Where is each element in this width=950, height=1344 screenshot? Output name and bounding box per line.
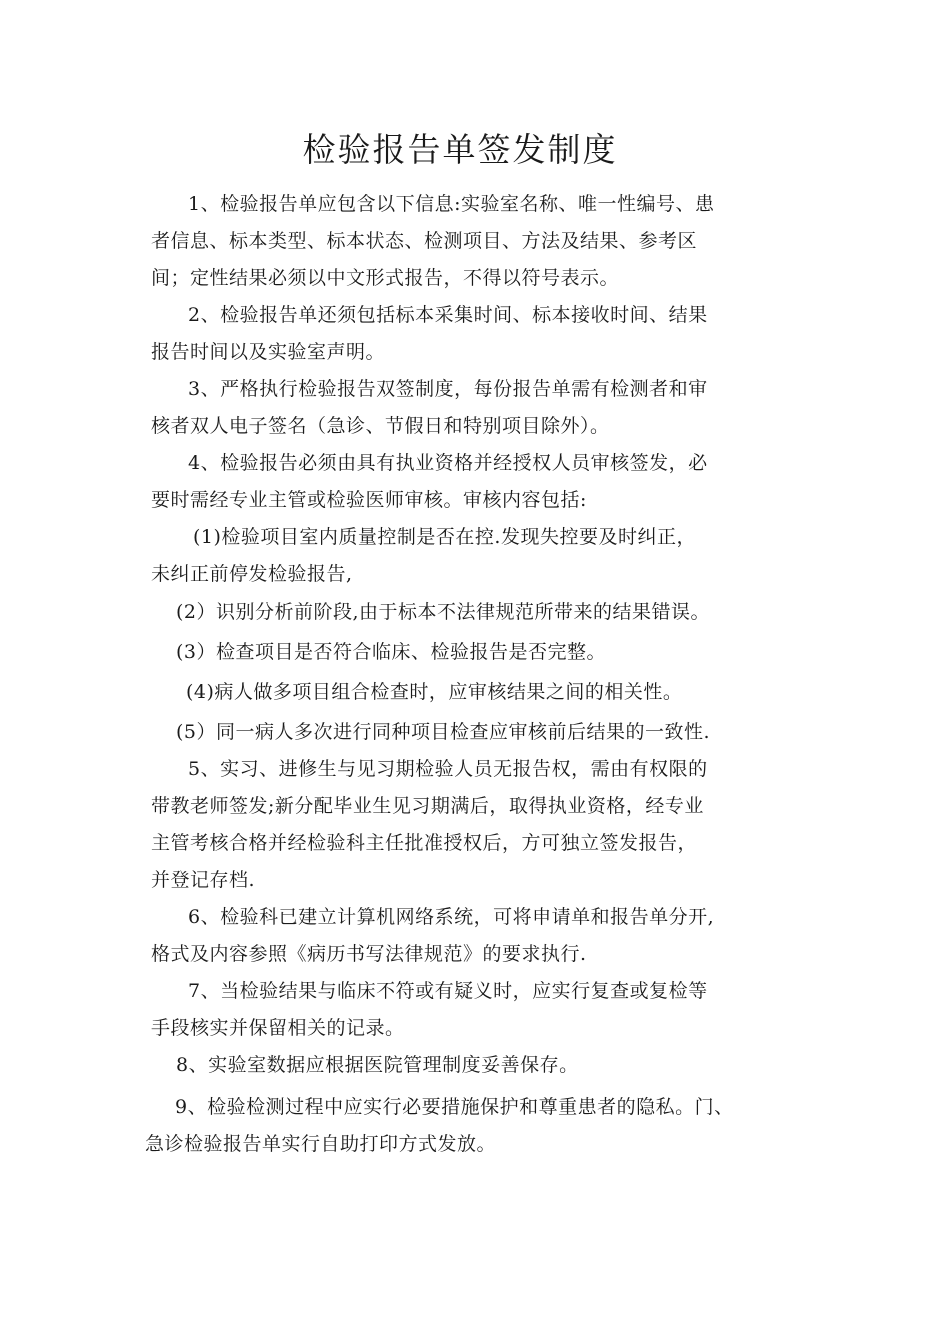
paragraph-1	[151, 186, 715, 297]
review-item-5	[176, 714, 710, 751]
paragraph-line: (3）检查项目是否符合临床、检验报告是否完整。	[176, 641, 607, 663]
paragraph-line: 6、检验科已建立计算机网络系统，可将申请单和报告单分开,	[188, 906, 715, 928]
paragraph-line: 未纠正前停发检验报告,	[151, 563, 353, 585]
paragraph-line: 3、严格执行检验报告双签制度，每份报告单需有检测者和审	[188, 378, 708, 400]
paragraph-line: (1)检验项目室内质量控制是否在控.发现失控要及时纠正，	[193, 526, 696, 548]
paragraph-8	[176, 1047, 579, 1084]
paragraph-4	[151, 445, 708, 519]
paragraph-line: 急诊检验报告单实行自助打印方式发放。	[145, 1133, 497, 1155]
review-item-3	[176, 634, 606, 671]
paragraph-line: 5、实习、进修生与见习期检验人员无报告权，需由有权限的	[188, 758, 708, 780]
paragraph-line: (4)病人做多项目组合检查时，应审核结果之间的相关性。	[186, 681, 683, 703]
document-title: 检验报告单签发制度	[302, 130, 618, 169]
review-item-4	[186, 674, 682, 711]
paragraph-5	[151, 751, 708, 899]
paragraph-line: 间；定性结果必须以中文形式报告，不得以符号表示。	[151, 267, 620, 289]
paragraph-line: 要时需经专业主管或检验医师审核。审核内容包括:	[151, 489, 587, 511]
paragraph-line: (2）识别分析前阶段,由于标本不法律规范所带来的结果错误。	[176, 601, 711, 623]
paragraph-line: 8、实验室数据应根据医院管理制度妥善保存。	[176, 1054, 579, 1076]
paragraph-line: 报告时间以及实验室声明。	[151, 341, 386, 363]
review-item-1	[151, 519, 696, 593]
paragraph-7	[151, 973, 708, 1047]
paragraph-line: 手段核实并保留相关的记录。	[151, 1017, 405, 1039]
paragraph-line: 2、检验报告单还须包括标本采集时间、标本接收时间、结果	[188, 304, 708, 326]
paragraph-line: 9、检验检测过程中应实行必要措施保护和尊重患者的隐私。门、	[175, 1096, 734, 1118]
paragraph-line: 格式及内容参照《病历书写法律规范》的要求执行.	[151, 943, 587, 965]
paragraph-line: 1、检验报告单应包含以下信息:实验室名称、唯一性编号、患	[188, 193, 715, 215]
review-item-2	[176, 594, 710, 631]
paragraph-6	[151, 899, 714, 973]
paragraph-line: 7、当检验结果与临床不符或有疑义时，应实行复查或复检等	[188, 980, 708, 1002]
paragraph-3	[151, 371, 708, 445]
paragraph-line: 4、检验报告必须由具有执业资格并经授权人员审核签发，必	[188, 452, 708, 474]
paragraph-2	[151, 297, 708, 371]
paragraph-line: 主管考核合格并经检验科主任批准授权后，方可独立签发报告，	[151, 832, 698, 854]
paragraph-line: 核者双人电子签名（急诊、节假日和特别项目除外）。	[151, 415, 610, 437]
paragraph-line: (5）同一病人多次进行同种项目检查应审核前后结果的一致性.	[176, 721, 711, 743]
paragraph-line: 者信息、标本类型、标本状态、检测项目、方法及结果、参考区	[151, 230, 698, 252]
paragraph-9	[145, 1089, 734, 1163]
paragraph-line: 带教老师签发;新分配毕业生见习期满后，取得执业资格，经专业	[151, 795, 704, 817]
paragraph-line: 并登记存档.	[151, 869, 256, 891]
